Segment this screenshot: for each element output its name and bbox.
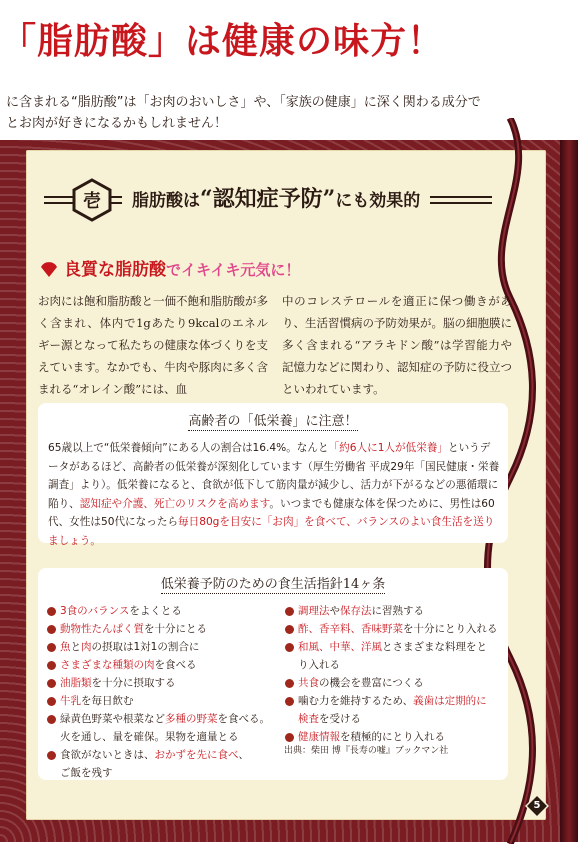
guideline-item: [46, 764, 274, 782]
hexagon-badge-icon: [70, 178, 114, 222]
guidelines-title: 低栄養予防のための食生活指針14ヶ条: [160, 577, 386, 592]
section-title: [122, 182, 430, 216]
guideline-text: 検査: [298, 713, 319, 725]
guideline-item: [284, 602, 502, 620]
guidelines-box: [38, 568, 508, 780]
guideline-text: 食欲がないときは、: [60, 749, 155, 761]
guideline-text: さまざまな種類の肉: [60, 659, 155, 671]
guideline-text: り入れる: [298, 659, 340, 671]
low-nutrition-box: [38, 403, 508, 547]
guideline-text: 肉: [81, 641, 92, 653]
fan-icon: [40, 262, 58, 278]
guideline-text: 共食: [298, 677, 319, 689]
guideline-text: 噛む力を維持するため、: [298, 695, 414, 707]
guideline-text: を食べる。: [217, 713, 270, 725]
body-column-right: 中のコレステロールを適正に保つ働きがあり、生活習慣病の予防効果が。脳の細胞膜に多く含まれる“アラキドン酸”は学習能力や記憶力などに関わり、認知症の予防に役立つといわれています。: [282, 294, 512, 396]
guideline-item: [284, 710, 502, 728]
guideline-item: [46, 728, 274, 746]
guideline-text: を食べる: [154, 659, 197, 671]
guideline-text: を十分にとり入れる: [403, 623, 498, 635]
body-column-left: お肉には飽和脂肪酸と一価不飽和脂肪酸が多く含まれ、体内で1gあたり9kcalのエネルギー源となって私たちの健康な体づくりを支えています。なかでも、牛肉や豚肉に多く含まれる“オレイン酸”には、血: [38, 294, 268, 396]
guideline-text: 健康情報: [298, 731, 340, 743]
guideline-item: [284, 638, 502, 656]
guideline-text: を十分にとる: [144, 623, 207, 635]
guideline-text: 酢、香辛料、香味野菜: [298, 623, 403, 635]
low-nutrition-text: 65歳以上で“低栄養傾向”にある人の割合は16.4%。なんと「約6人に1人が低栄養」というデータがあるほど、高齢者の低栄養が深刻化しています（厚生労働省 平成29年「国民健康・栄養調査」より）。低栄養になると、食欲が低下して筋肉量が減少し、活力が下がるなどの悪循環に陥り、認知症や介護、死亡のリスクを高めます。いつまでも健康な体を保つために、男性は60代、女性は50代になったら毎日80gを目安に「お肉」を食べて、バランスのよい食生活を送りましょう。: [48, 442, 500, 547]
guideline-text: を毎日飲む: [81, 695, 134, 707]
guideline-item: [46, 746, 274, 764]
guideline-text: を受ける: [319, 713, 361, 725]
guideline-item: [284, 656, 502, 674]
guideline-item: [46, 638, 274, 656]
guideline-item: [46, 674, 274, 692]
source-citation: 出典：柴田 博『長寿の嘘』ブックマン社: [284, 746, 449, 756]
section-badge-label: 壱: [83, 191, 101, 212]
guideline-text: の摂取は1対1の割合に: [91, 641, 200, 653]
guideline-text: 火を通し、量を確保。果物を適量とる: [60, 731, 239, 743]
intro-text: [6, 92, 536, 134]
subheading: [40, 256, 300, 284]
guideline-text: 3食のバランス: [60, 605, 130, 617]
guideline-text: と: [70, 641, 81, 653]
guideline-text: 、: [238, 749, 249, 761]
guideline-item: [46, 692, 274, 710]
guideline-text: 義歯は定期的に: [413, 695, 487, 707]
guideline-item: [46, 620, 274, 638]
scroll-rod: [560, 140, 578, 842]
guidelines-list-right: [284, 602, 502, 746]
guideline-text: ご飯を残す: [60, 767, 113, 779]
guideline-text: 和風、中華、洋風: [298, 641, 382, 653]
guideline-text: の機会を豊富につくる: [319, 677, 424, 689]
section-title-post: にも効果的: [335, 191, 421, 211]
guideline-text: 油脂類: [60, 677, 92, 689]
section-title-pre: 脂肪酸は: [132, 191, 200, 211]
subheading-pink: でイキイキ元気に！: [166, 261, 301, 279]
guideline-text: 動物性たんぱく質: [60, 623, 144, 635]
page-number: 5: [533, 800, 541, 811]
guideline-text: 魚: [60, 641, 71, 653]
guideline-text: をよくとる: [129, 605, 182, 617]
page-title: 「脂肪酸」は健康の味方！: [0, 20, 445, 62]
section-title-emphasis: “認知症予防”: [200, 186, 336, 212]
guideline-item: [46, 602, 274, 620]
guidelines-list-left: [46, 602, 274, 782]
guideline-text: 緑黄色野菜や根菜など: [60, 713, 165, 725]
guideline-text: を積極的にとり入れる: [340, 731, 445, 743]
guideline-text: 調理法: [298, 605, 330, 617]
guideline-item: [284, 620, 502, 638]
guideline-item: [46, 710, 274, 728]
guideline-item: [46, 656, 274, 674]
intro-line-1: に含まれる“脂肪酸”は「お肉のおいしさ」や、「家族の健康」に深く関わる成分で: [6, 95, 481, 110]
guideline-text: や: [329, 605, 340, 617]
guideline-text: 保存法: [340, 605, 372, 617]
subheading-red: 良質な脂肪酸: [64, 260, 166, 280]
section-header: [44, 172, 492, 226]
guideline-text: とさまざまな料理をと: [382, 641, 487, 653]
guideline-text: を十分に摂取する: [91, 677, 176, 689]
low-nutrition-title: 高齢者の「低栄養」に注意！: [188, 414, 358, 429]
guideline-text: おかずを先に食べ: [154, 749, 239, 761]
guideline-item: [284, 674, 502, 692]
guideline-text: 多種の野菜: [165, 713, 218, 725]
guideline-item: [284, 692, 502, 710]
guideline-text: に習熟する: [371, 605, 424, 617]
guideline-text: 牛乳: [60, 695, 81, 707]
intro-line-2: とお肉が好きになるかもしれません！: [6, 116, 228, 131]
